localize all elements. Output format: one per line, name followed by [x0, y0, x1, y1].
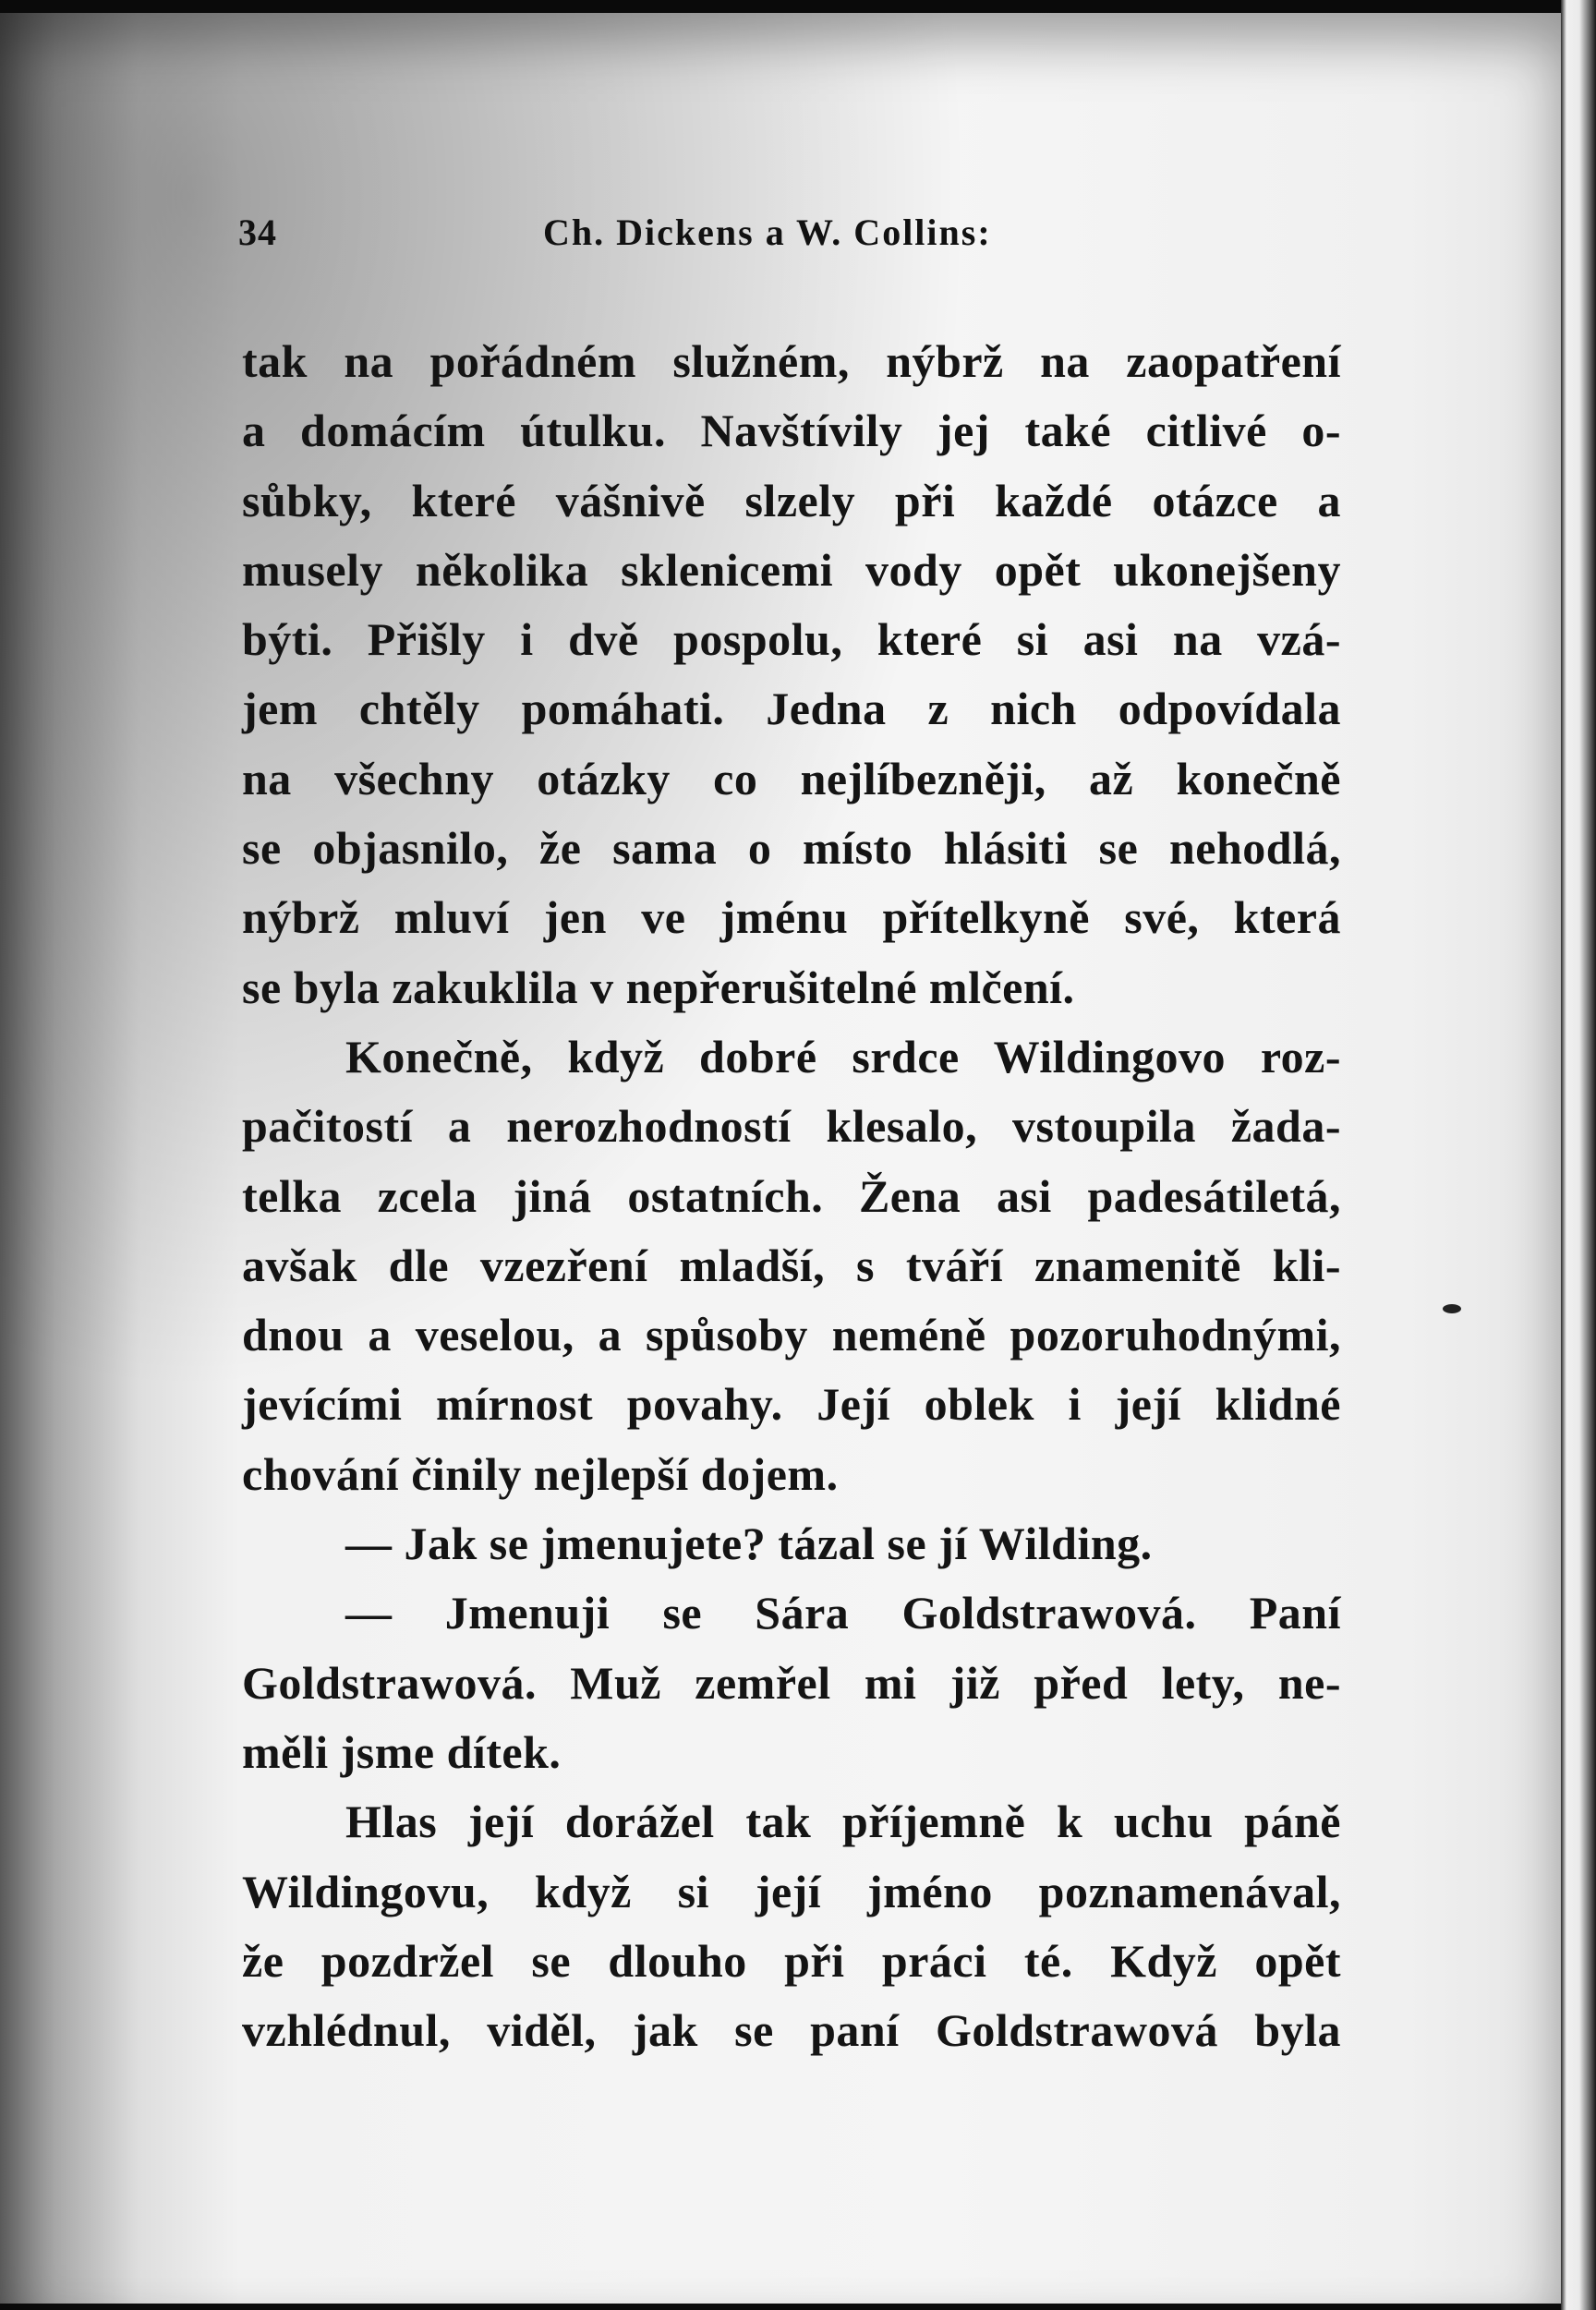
running-head: Ch. Dickens a W. Collins:	[543, 212, 992, 253]
text-line: telka zcela jiná ostatních. Žena asi padesátiletá,	[242, 1169, 1341, 1222]
text-line: se byla zakuklila v nepřerušitelné mlčení.	[242, 961, 1075, 1013]
text-line: na všechny otázky co nejlíbezněji, až konečně	[242, 752, 1341, 804]
text-line: tak na pořádném služném, nýbrž na zaopatření	[242, 335, 1341, 387]
text-line: a domácím útulku. Navštívily jej také citlivé o-	[242, 405, 1341, 457]
text-line: jem chtěly pomáhati. Jedna z nich odpovídala	[242, 683, 1341, 735]
book-page	[0, 13, 1561, 2304]
ink-speck	[1443, 1304, 1461, 1313]
text-line: Wildingovu, když si její jméno poznamenával,	[242, 1865, 1341, 1917]
text-line: musely několika sklenicemi vody opět ukonejšeny	[242, 543, 1341, 596]
text-line: sůbky, které vášnivě slzely při každé otázce a	[242, 474, 1341, 526]
text-line: Hlas její dorážel tak příjemně k uchu páně	[345, 1796, 1341, 1848]
text-line: dnou a veselou, a spůsoby neméně pozoruhodnými,	[242, 1309, 1341, 1361]
text-line: Konečně, když dobré srdce Wildingovo roz-	[345, 1030, 1341, 1082]
text-line: chování činily nejlepší dojem.	[242, 1447, 839, 1500]
text-line: pačitostí a nerozhodností klesalo, vstoupila žada-	[242, 1100, 1341, 1153]
body-text	[242, 327, 1341, 2065]
text-line: že pozdržel se dlouho při práci té. Když opět	[242, 1934, 1341, 1987]
page-edge	[1561, 0, 1596, 2310]
page-header	[238, 211, 1347, 266]
text-line: býti. Přišly i dvě pospolu, které si asi na vzá-	[242, 613, 1341, 666]
text-line: — Jmenuji se Sára Goldstrawová. Paní	[345, 1587, 1341, 1639]
text-line: — Jak se jmenujete? tázal se jí Wilding.	[345, 1518, 1153, 1570]
text-line: vzhlédnul, viděl, jak se paní Goldstrawová byla	[242, 2004, 1341, 2057]
text-line: nýbrž mluví jen ve jménu přítelkyně své, která	[242, 891, 1341, 944]
text-line: jevícími mírnost povahy. Její oblek i její klidné	[242, 1378, 1341, 1431]
text-line: avšak dle vzezření mladší, s tváří znamenitě kli-	[242, 1239, 1341, 1291]
text-line: měli jsme dítek.	[242, 1725, 562, 1778]
text-line: Goldstrawová. Muž zemřel mi již před lety, ne-	[242, 1656, 1341, 1709]
text-line: se objasnilo, že sama o místo hlásiti se nehodlá,	[242, 822, 1341, 875]
page-number: 34	[238, 212, 277, 253]
